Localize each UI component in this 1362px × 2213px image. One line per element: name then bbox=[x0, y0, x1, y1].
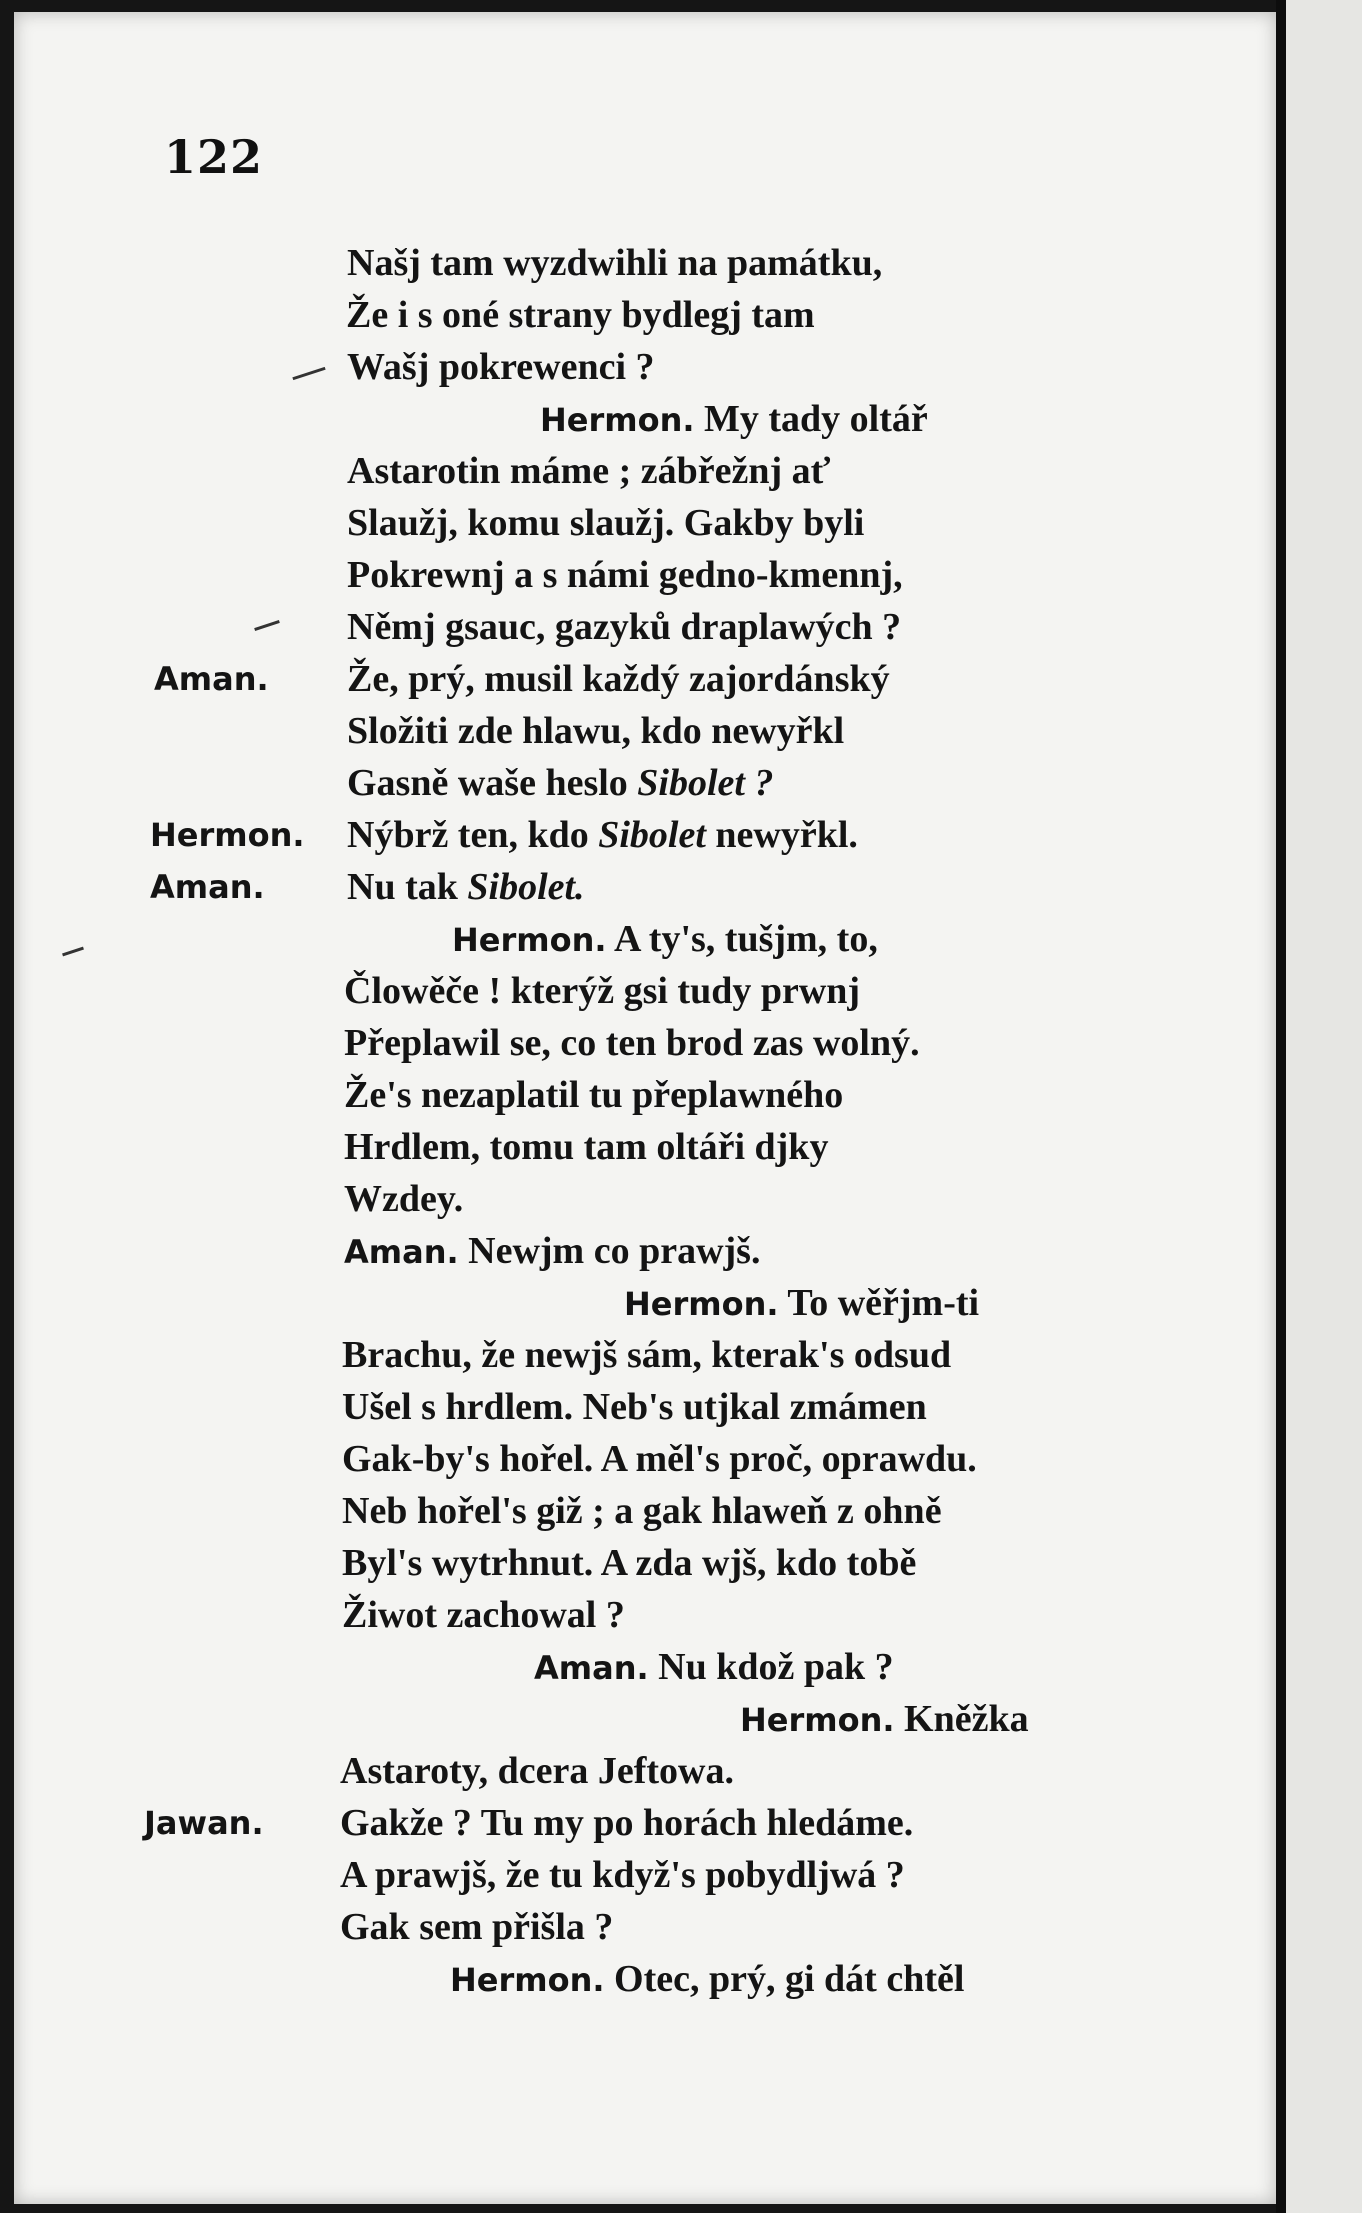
poem-text bbox=[14, 12, 1276, 2204]
line-text: My tady oltář bbox=[704, 398, 928, 440]
text-line bbox=[347, 764, 773, 802]
line-text: Newjm co prawjš. bbox=[468, 1230, 761, 1272]
text-line bbox=[344, 1232, 760, 1270]
text-line: Neb hořel's giž ; a gak hlaweň z ohně bbox=[342, 1490, 942, 1532]
speaker-name: Aman. bbox=[150, 868, 265, 906]
italic-word: Sibolet. bbox=[467, 866, 585, 908]
paper-sheet bbox=[14, 12, 1276, 2204]
speaker-name: Hermon. bbox=[450, 1961, 605, 1999]
line-text: Kněžka bbox=[904, 1698, 1029, 1740]
text-line: Astaroty, dcera Jeftowa. bbox=[340, 1750, 734, 1792]
line-text: Gasně waše heslo bbox=[347, 762, 638, 804]
text-line bbox=[540, 400, 928, 438]
speaker-name: Aman. bbox=[344, 1233, 459, 1271]
text-line: Gak sem přišla ? bbox=[340, 1906, 614, 1948]
text-line: Přeplawil se, co ten brod zas wolný. bbox=[344, 1022, 920, 1064]
text-line: Složiti zde hlawu, kdo newyřkl bbox=[347, 710, 845, 752]
text-line bbox=[534, 1648, 894, 1686]
text-line: Wzdey. bbox=[344, 1178, 464, 1220]
text-line bbox=[740, 1700, 1029, 1738]
text-line: Ušel s hrdlem. Neb's utjkal zmámen bbox=[342, 1386, 927, 1428]
text-line: Byl's wytrhnut. A zda wjš, kdo tobě bbox=[342, 1542, 917, 1584]
text-line bbox=[347, 816, 858, 854]
speaker-name: Hermon. bbox=[540, 401, 695, 439]
italic-word: Sibolet ? bbox=[637, 762, 774, 804]
page-number: 122 bbox=[164, 130, 264, 184]
text-line bbox=[452, 920, 878, 958]
text-line: Hrdlem, tomu tam oltáři djky bbox=[344, 1126, 829, 1168]
line-text: To wěřjm-ti bbox=[787, 1282, 980, 1324]
text-line bbox=[347, 868, 585, 906]
line-text: Nu kdož pak ? bbox=[658, 1646, 894, 1688]
text-line: Gakže ? Tu my po horách hledáme. bbox=[340, 1802, 914, 1844]
text-line: Člowěče ! kterýž gsi tudy prwnj bbox=[344, 970, 861, 1012]
text-line: Že, prý, musil každý zajordánský bbox=[347, 658, 890, 700]
text-line: Brachu, že newjš sám, kterak's odsud bbox=[342, 1334, 952, 1376]
speaker-name: Hermon. bbox=[452, 921, 607, 959]
text-line: Němj gsauc, gazyků draplawých ? bbox=[347, 606, 902, 648]
text-line: Našj tam wyzdwihli na památku, bbox=[347, 242, 883, 284]
text-line: Žiwot zachowal ? bbox=[342, 1594, 625, 1636]
line-text: A ty's, tušjm, to, bbox=[613, 918, 878, 960]
text-line: Pokrewnj a s námi gedno-kmennj, bbox=[347, 554, 903, 596]
text-line: Wašj pokrewenci ? bbox=[347, 346, 655, 388]
italic-word: Sibolet bbox=[598, 814, 706, 856]
line-text: newyřkl. bbox=[705, 814, 858, 856]
speaker-name: Hermon. bbox=[624, 1285, 779, 1323]
text-line bbox=[450, 1960, 964, 1998]
text-line bbox=[624, 1284, 979, 1322]
line-text: Nýbrž ten, kdo bbox=[347, 814, 599, 856]
text-line: A prawjš, že tu když's pobydljwá ? bbox=[340, 1854, 905, 1896]
text-line: Slaužj, komu slaužj. Gakby byli bbox=[347, 502, 865, 544]
speaker-name: Aman. bbox=[154, 660, 269, 698]
line-text: Otec, prý, gi dát chtěl bbox=[614, 1958, 965, 2000]
text-line: Že i s oné strany bydlegj tam bbox=[346, 294, 815, 336]
text-line: Že's nezaplatil tu přeplawného bbox=[344, 1074, 844, 1116]
adjacent-page-edge bbox=[1276, 0, 1362, 2213]
line-text: Nu tak bbox=[347, 866, 468, 908]
text-line: Gak-by's hořel. A měl's proč, oprawdu. bbox=[342, 1438, 977, 1480]
speaker-name: Hermon. bbox=[740, 1701, 895, 1739]
speaker-name: Hermon. bbox=[150, 816, 305, 854]
speaker-name: Aman. bbox=[534, 1649, 649, 1687]
text-line: Astarotin máme ; zábřežnj ať bbox=[347, 450, 831, 492]
speaker-name: Jawan. bbox=[144, 1804, 264, 1842]
